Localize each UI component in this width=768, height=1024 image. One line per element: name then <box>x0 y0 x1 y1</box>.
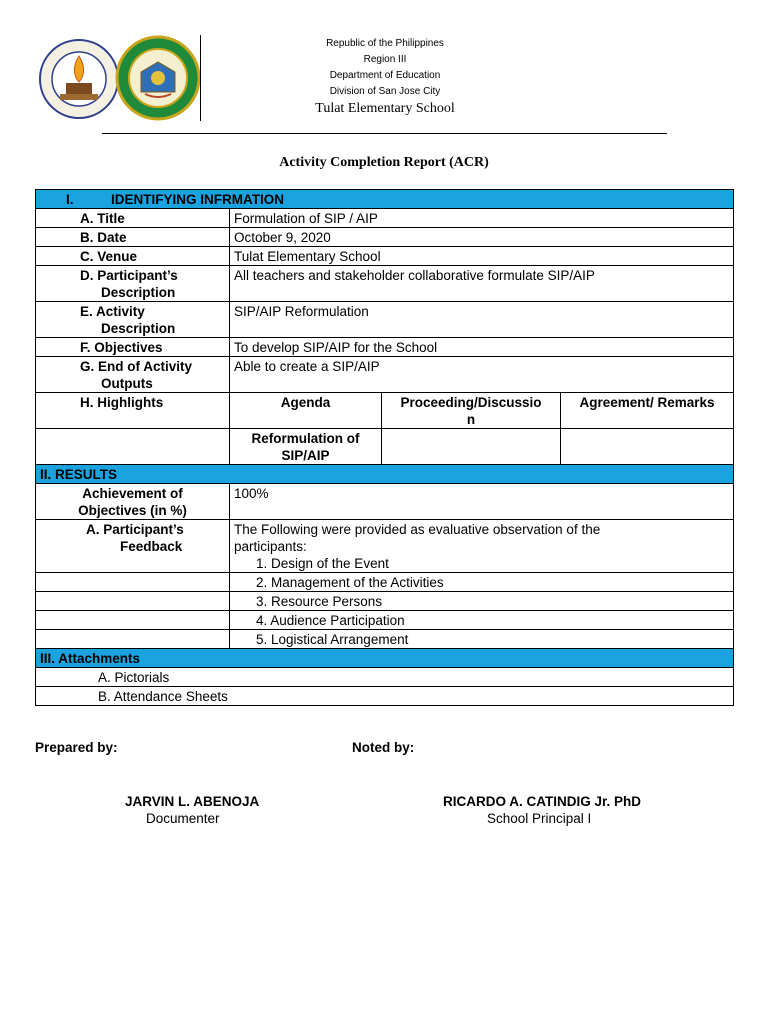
section-number: I. <box>66 192 74 207</box>
section-attachments-label: III. Attachments <box>36 649 734 668</box>
row-key <box>36 266 230 302</box>
feedback-item-row <box>36 573 734 592</box>
table-row <box>36 266 734 302</box>
achievement-key-line2: Objectives (in %) <box>78 503 187 518</box>
row-value: Tulat Elementary School <box>230 247 734 266</box>
report-title: Activity Completion Report (ACR) <box>279 155 489 170</box>
empty-cell <box>36 573 230 592</box>
attachment-row <box>36 687 734 706</box>
noter-name: RICARDO A. CATINDIG Jr. PhD <box>443 794 642 809</box>
feedback-key <box>36 520 230 573</box>
proceeding-cell <box>382 429 561 465</box>
agenda-item <box>230 429 382 465</box>
feedback-item-row <box>36 630 734 649</box>
feedback-row <box>36 520 734 573</box>
row-value: To develop SIP/AIP for the School <box>230 338 734 357</box>
header-school: Tulat Elementary School <box>315 101 455 116</box>
prepared-by-label: Prepared by: <box>35 740 118 755</box>
feedback-item: 5. Logistical Arrangement <box>230 630 734 649</box>
empty-cell <box>36 630 230 649</box>
row-value: Able to create a SIP/AIP <box>230 357 734 393</box>
row-key: B. Date <box>36 228 230 247</box>
highlights-data-row <box>36 429 734 465</box>
feedback-key-line1: A. Participant’s <box>86 522 184 537</box>
row-key-line2: Outputs <box>101 376 153 391</box>
table-row <box>36 247 734 266</box>
col-proceeding <box>382 393 561 429</box>
table-row <box>36 302 734 338</box>
header-region: Region III <box>363 54 407 65</box>
header-republic: Republic of the Philippines <box>326 38 444 49</box>
highlights-header-row <box>36 393 734 429</box>
agenda-item-line2: SIP/AIP <box>281 448 330 463</box>
row-key: C. Venue <box>36 247 230 266</box>
section-results-header <box>36 465 734 484</box>
table-row <box>36 357 734 393</box>
tulat-school-logo <box>38 38 120 120</box>
header-divider <box>102 133 667 134</box>
feedback-value <box>230 520 734 573</box>
attachment-row <box>36 668 734 687</box>
empty-cell <box>36 611 230 630</box>
row-key-line1: G. End of Activity <box>80 359 193 374</box>
attachment-item: B. Attendance Sheets <box>36 687 734 706</box>
empty-cell <box>36 429 230 465</box>
row-key-line1: E. Activity <box>80 304 145 319</box>
preparer-name: JARVIN L. ABENOJA <box>125 794 260 809</box>
row-value: All teachers and stakeholder collaborative formulate SIP/AIP <box>230 266 734 302</box>
section-results-label: II. RESULTS <box>36 465 734 484</box>
empty-cell <box>36 592 230 611</box>
acr-table <box>35 189 734 706</box>
table-row <box>36 228 734 247</box>
header-department: Department of Education <box>329 70 441 81</box>
row-value: SIP/AIP Reformulation <box>230 302 734 338</box>
feedback-item: 4. Audience Participation <box>230 611 734 630</box>
achievement-value: 100% <box>230 484 734 520</box>
feedback-item: 3. Resource Persons <box>230 592 734 611</box>
row-key <box>36 357 230 393</box>
row-key: A. Title <box>36 209 230 228</box>
feedback-item-row <box>36 611 734 630</box>
highlights-key: H. Highlights <box>36 393 230 429</box>
row-key <box>36 302 230 338</box>
row-key: F. Objectives <box>36 338 230 357</box>
row-value: October 9, 2020 <box>230 228 734 247</box>
feedback-intro-line2: participants: <box>234 539 307 554</box>
feedback-item: 1. Design of the Event <box>256 556 389 571</box>
preparer-title: Documenter <box>146 811 220 826</box>
feedback-item-row <box>36 592 734 611</box>
col-agenda: Agenda <box>230 393 382 429</box>
row-key-line2: Description <box>101 321 176 336</box>
col-agreement: Agreement/ Remarks <box>561 393 734 429</box>
row-key-line1: D. Participant’s <box>80 268 178 283</box>
achievement-key <box>36 484 230 520</box>
feedback-item: 2. Management of the Activities <box>230 573 734 592</box>
header-division: Division of San Jose City <box>329 86 441 97</box>
section-identifying-header <box>36 190 734 209</box>
table-row <box>36 209 734 228</box>
noter-title: School Principal I <box>487 811 592 826</box>
col-proceeding-line1: Proceeding/Discussio <box>400 395 542 410</box>
table-row <box>36 338 734 357</box>
row-key-line2: Description <box>101 285 176 300</box>
section-label: IDENTIFYING INFRMATION <box>111 192 284 207</box>
noted-by-label: Noted by: <box>352 740 415 755</box>
row-value: Formulation of SIP / AIP <box>230 209 734 228</box>
section-attachments-header <box>36 649 734 668</box>
agreement-cell <box>561 429 734 465</box>
feedback-intro-line1: The Following were provided as evaluative observation of the <box>234 522 601 537</box>
feedback-key-line2: Feedback <box>120 539 183 554</box>
col-proceeding-line2: n <box>466 412 476 427</box>
achievement-row <box>36 484 734 520</box>
agenda-item-line1: Reformulation of <box>251 431 360 446</box>
attachment-item: A. Pictorials <box>36 668 734 687</box>
achievement-key-line1: Achievement of <box>82 486 183 501</box>
